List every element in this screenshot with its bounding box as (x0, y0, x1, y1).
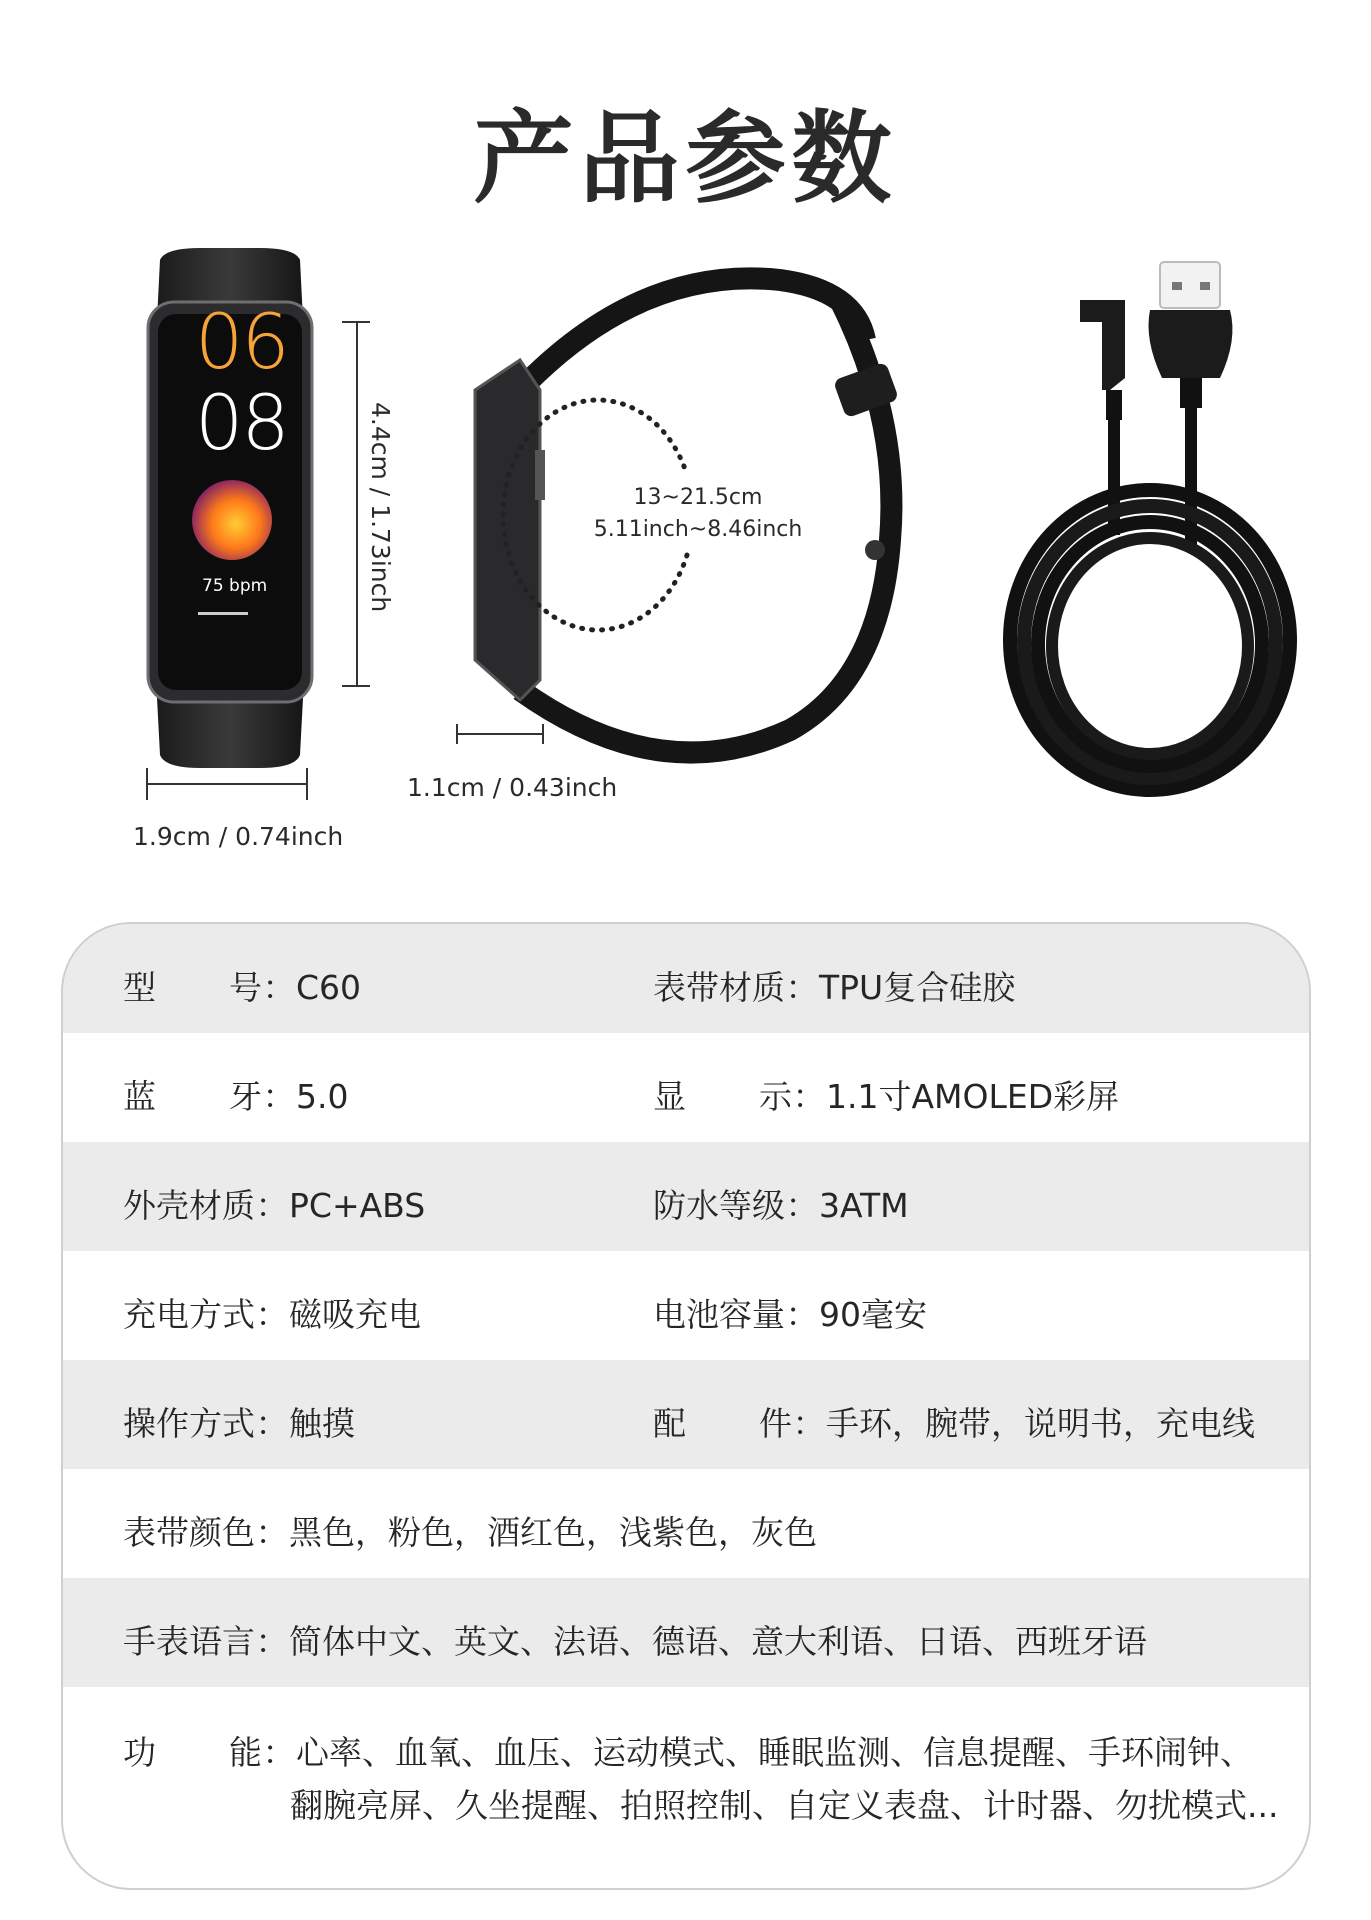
spec-left: 操作方式：触摸 (123, 1404, 355, 1443)
spec-value: 3ATM (819, 1186, 909, 1225)
spec-value: 触摸 (289, 1404, 355, 1443)
spec-value: 90毫安 (819, 1295, 927, 1334)
spec-row (63, 1251, 1311, 1360)
spec-row (63, 1360, 1311, 1469)
spec-value: TPU复合硅胶 (819, 968, 1016, 1007)
height-label: 4.4cm / 1.73inch (366, 402, 395, 613)
spec-row-strap-colors (63, 1469, 1311, 1578)
height-dimension-line (330, 320, 370, 690)
band-minute: 08 (195, 378, 288, 467)
spec-value: 手环，腕带，说明书，充电线 (826, 1404, 1255, 1443)
spec-value: 5.0 (296, 1077, 349, 1116)
spec-right: 配 件：手环，腕带，说明书，充电线 (653, 1404, 1255, 1443)
circumference-inch: 5.11inch~8.46inch (593, 517, 803, 542)
width-label: 1.9cm / 0.74inch (133, 822, 344, 851)
spec-value: PC+ABS (289, 1186, 426, 1225)
spec-value: 心率、血氧、血压、运动模式、睡眠监测、信息提醒、手环闹钟、 (296, 1733, 1253, 1772)
spec-right: 电池容量：90毫安 (653, 1295, 927, 1334)
thickness-dimension-line (455, 720, 555, 750)
spec-left: 功 能：心率、血氧、血压、运动模式、睡眠监测、信息提醒、手环闹钟、 (123, 1733, 1253, 1772)
spec-left: 外壳材质：PC+ABS (123, 1186, 426, 1225)
spec-row (63, 1033, 1311, 1142)
spec-value: 1.1寸AMOLED彩屏 (826, 1077, 1120, 1116)
spec-value: 黑色，粉色，酒红色，浅紫色，灰色 (289, 1513, 817, 1552)
spec-value: 磁吸充电 (289, 1295, 421, 1334)
spec-left: 表带颜色：黑色，粉色，酒红色，浅紫色，灰色 (123, 1513, 817, 1552)
spec-table (61, 922, 1311, 1890)
band-bpm: 75 bpm (202, 576, 268, 596)
spec-left: 充电方式：磁吸充电 (123, 1295, 421, 1334)
spec-right: 显 示：1.1寸AMOLED彩屏 (653, 1077, 1120, 1116)
spec-row-functions (63, 1687, 1311, 1847)
charging-cable-image (990, 260, 1310, 820)
spec-row (63, 924, 1311, 1033)
circumference-cm: 13~21.5cm (633, 485, 763, 510)
thickness-label: 1.1cm / 0.43inch (407, 773, 618, 802)
spec-row (63, 1142, 1311, 1251)
band-hour: 06 (195, 297, 288, 386)
spec-left: 蓝 牙：5.0 (123, 1077, 349, 1116)
spec-value: C60 (296, 968, 362, 1007)
spec-right: 防水等级：3ATM (653, 1186, 909, 1225)
spec-left: 型 号：C60 (123, 968, 362, 1007)
width-dimension-line (145, 760, 315, 800)
spec-left: 手表语言：简体中文、英文、法语、德语、意大利语、日语、西班牙语 (123, 1622, 1147, 1661)
spec-value: 简体中文、英文、法语、德语、意大利语、日语、西班牙语 (289, 1622, 1147, 1661)
spec-value-line2: 翻腕亮屏、久坐提醒、拍照控制、自定义表盘、计时器、勿扰模式... (290, 1786, 1279, 1825)
page-title: 产品参数 (473, 100, 898, 217)
spec-right: 表带材质：TPU复合硅胶 (653, 968, 1016, 1007)
product-illustration (0, 240, 1371, 880)
spec-row-languages (63, 1578, 1311, 1687)
